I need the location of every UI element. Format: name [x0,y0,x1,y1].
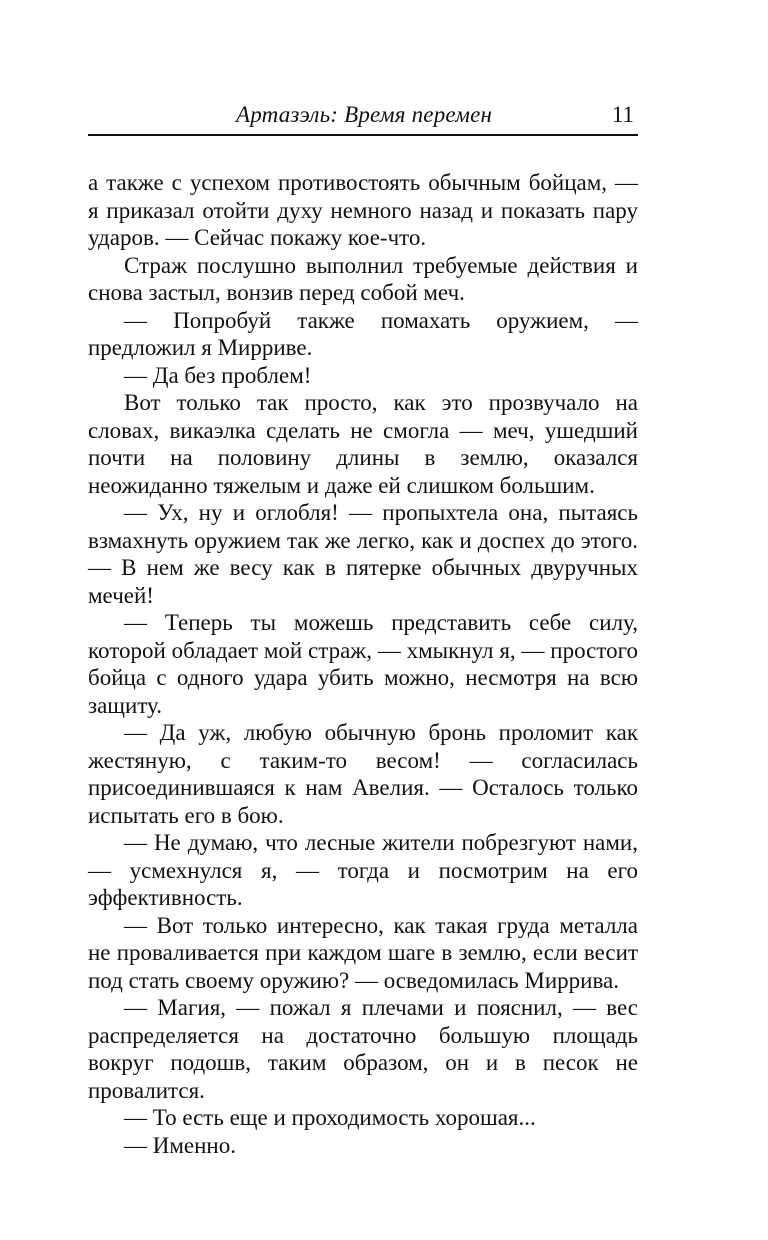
paragraph: — Да без проблем! [124,362,312,388]
page-number: 11 [611,102,634,127]
paragraph: — Вот только интересно, как такая груда металла не проваливается при каждом шаге в землю, если весит под стать своему оружию? — осведомилась Миррива. [88,912,638,993]
paragraph: — Да уж, любую обычную бронь проломит как жестяную, с таким-то весом! — согласилась присоединившаяся к нам Авелия. — Осталось только испытать его в бою. [88,720,638,828]
paragraph: — Именно. [124,1132,236,1158]
body-text [88,169,638,1159]
paragraph: — То есть еще и проходимость хорошая... [124,1105,536,1130]
paragraph: Вот только так просто, как это прозвучало на словах, викаэлка сделать не смогла — меч, ушедший почти на половину длины в землю, оказался неожиданно тяжелым и даже ей слишком большим. [88,390,638,498]
page-header [88,96,638,136]
paragraph: Страж послушно выполнил требуемые действия и снова застыл, вонзив перед собой меч. [88,252,638,305]
paragraph: — Магия, — пожал я плечами и пояснил, — вес распределяется на достаточно большую площадь вокруг подошв, таким образом, он и в песок не провалится. [88,995,638,1103]
running-title: Артазэль: Время перемен [236,102,493,127]
paragraph: — Ух, ну и оглобля! — пропыхтела она, пытаясь взмахнуть оружием так же легко, как и доспех до этого. — В нем же весу как в пятерке обычных двуручных мечей! [88,500,638,608]
paragraph: — Не думаю, что лесные жители побрезгуют нами, — усмехнулся я, — тогда и посмотрим на его эффективность. [88,830,638,910]
paragraph: — Теперь ты можешь представить себе силу, которой обладает мой страж, — хмыкнул я, — простого бойца с одного удара убить можно, несмотря на всю защиту. [88,610,638,718]
paragraph: а также с успехом противостоять обычным бойцам, — я приказал отойти духу немного назад и показать пару ударов. — Сейчас покажу кое-что. [88,170,638,250]
paragraph: — Попробуй также помахать оружием, — предложил я Мирриве. [88,307,638,360]
